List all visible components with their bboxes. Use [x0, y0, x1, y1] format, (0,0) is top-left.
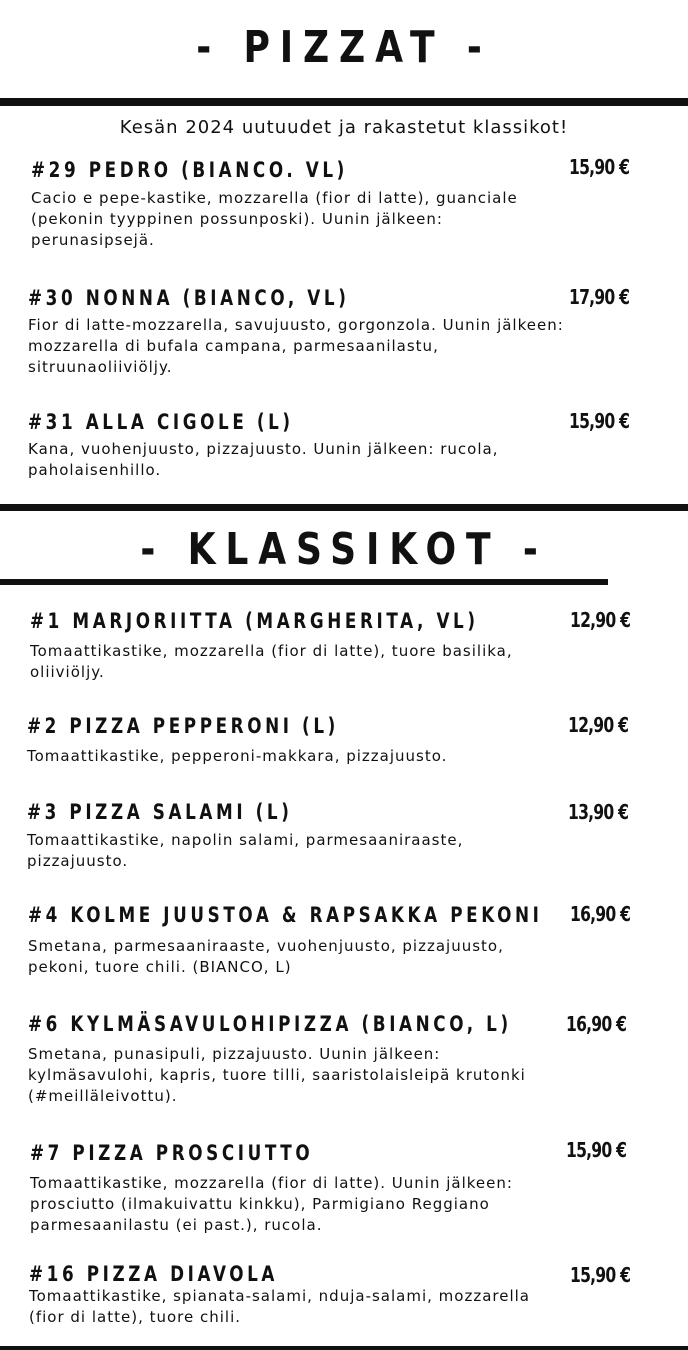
menu-item-name: #6 KYLMÄSAVULOHIPIZZA (BIANCO, L) [28, 1012, 512, 1036]
menu-item-name: #2 PIZZA PEPPERONI (L) [27, 714, 339, 738]
menu-item-price: 15,90 € [566, 1138, 627, 1162]
menu-item-description: Tomaattikastike, pepperoni-makkara, pizzajuusto. [27, 747, 448, 765]
menu-item-price: 16,90 € [566, 1012, 627, 1036]
menu-item-description: Tomaattikastike, mozzarella (fior di latte), tuore basilika, oliiviöljy. [30, 642, 513, 681]
menu-item-description: Smetana, punasipuli, pizzajuusto. Uunin jälkeen: kylmäsavulohi, kapris, tuore tilli, saaristolaisleipä krutonki (#meilläleivottu). [28, 1045, 526, 1105]
menu-item-description: Fior di latte-mozzarella, savujuusto, gorgonzola. Uunin jälkeen: mozzarella di bufala campana, parmesaanilastu, sitruunaoliiviöljy. [28, 316, 564, 376]
menu-item-price: 12,90 € [568, 713, 629, 737]
bottom-divider [0, 1346, 688, 1350]
menu-item-description: Cacio e pepe-kastike, mozzarella (fior di latte), guanciale (pekonin tyyppinen possunposki). Uunin jälkeen: perunasipsejä. [31, 189, 518, 249]
menu-item-price: 15,90 € [570, 1263, 631, 1287]
section-title-pizzat: - PIZZAT - [196, 22, 492, 73]
menu-item-name: #4 KOLME JUUSTOA & RAPSAKKA PEKONI [28, 903, 543, 927]
menu-item-price: 16,90 € [570, 902, 631, 926]
menu-item-name: #7 PIZZA PROSCIUTTO [30, 1141, 314, 1165]
menu-item-name: #3 PIZZA SALAMI (L) [27, 800, 293, 824]
menu-item-price: 17,90 € [569, 285, 630, 309]
section-divider [0, 504, 688, 511]
menu-item-name: #29 PEDRO (BIANCO. VL) [31, 158, 348, 182]
menu-item-price: 12,90 € [570, 608, 631, 632]
menu-item-price: 13,90 € [568, 800, 629, 824]
menu-item-description: Tomaattikastike, napolin salami, parmesaaniraaste, pizzajuusto. [27, 831, 464, 870]
menu-item-description: Kana, vuohenjuusto, pizzajuusto. Uunin jälkeen: rucola, paholaisenhillo. [28, 440, 499, 479]
section-title-klassikot: - KLASSIKOT - [140, 524, 548, 575]
menu-item-name: #1 MARJORIITTA (MARGHERITA, VL) [30, 609, 479, 633]
section-subtitle: Kesän 2024 uutuudet ja rakastetut klassikot! [119, 117, 569, 138]
menu-item-price: 15,90 € [569, 409, 630, 433]
section-divider [0, 98, 688, 106]
section-divider [0, 579, 608, 585]
menu-item-description: Tomaattikastike, spianata-salami, nduja-salami, mozzarella (fior di latte), tuore chili. [29, 1287, 530, 1326]
menu-item-description: Smetana, parmesaaniraaste, vuohenjuusto, pizzajuusto, pekoni, tuore chili. (BIANCO, L) [28, 937, 504, 976]
menu-item-price: 15,90 € [569, 155, 630, 179]
menu-item-name: #16 PIZZA DIAVOLA [29, 1262, 279, 1286]
menu-item-name: #31 ALLA CIGOLE (L) [28, 410, 294, 434]
menu-item-name: #30 NONNA (BIANCO, VL) [28, 286, 350, 310]
menu-item-description: Tomaattikastike, mozzarella (fior di latte). Uunin jälkeen: prosciutto (ilmakuivattu kinkku), Parmigiano Reggiano parmesaanilastu (ei past.), rucola. [30, 1174, 513, 1234]
